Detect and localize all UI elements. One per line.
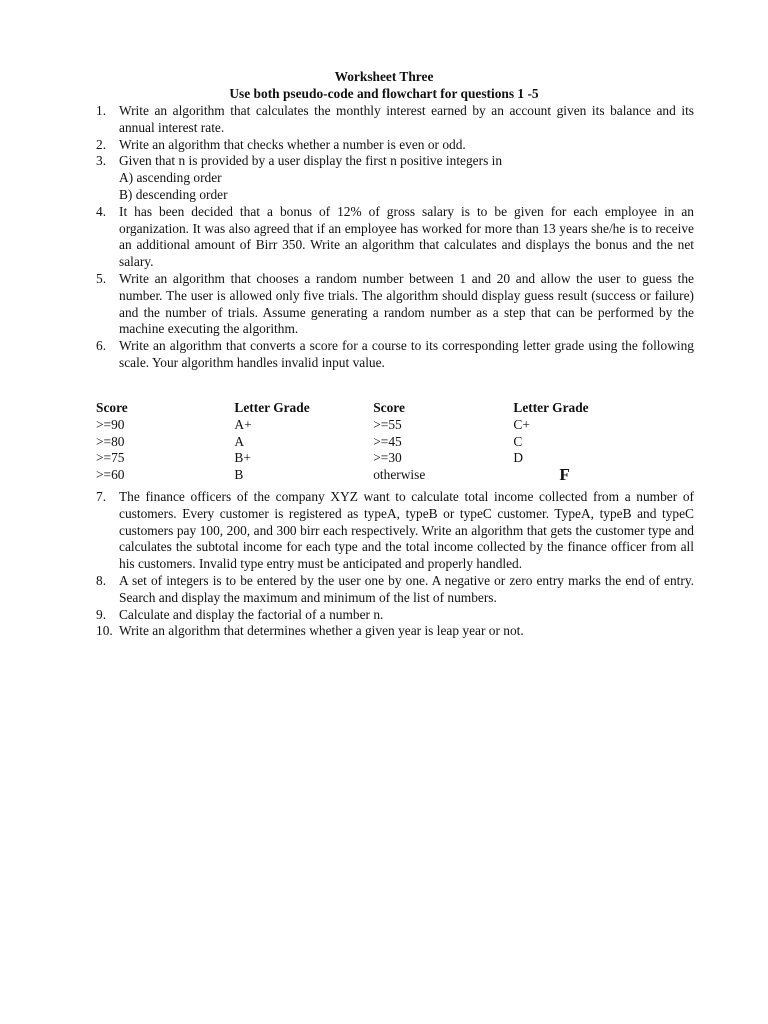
question-item bbox=[96, 623, 694, 640]
table-header-row bbox=[96, 400, 696, 417]
table-cell: C bbox=[513, 433, 523, 449]
column-header: Letter Grade bbox=[234, 400, 310, 415]
question-subitem: A) ascending order bbox=[119, 170, 222, 186]
question-number: 9. bbox=[96, 606, 107, 622]
question-text: Write an algorithm that chooses a random number between 1 and 20 and allow the user to guess the number. The user is allowed only five trials. The algorithm should display guess result (success or failure) and the number of trials. Assume generating a random number as a step that can be performed by the machine executing the algorithm. bbox=[119, 270, 694, 337]
question-subitem: B) descending order bbox=[119, 186, 228, 202]
question-number: 7. bbox=[96, 489, 107, 504]
table-cell: A bbox=[234, 433, 245, 449]
question-item bbox=[96, 204, 694, 271]
table-row bbox=[96, 467, 696, 484]
table-cell: C+ bbox=[513, 416, 530, 432]
question-item bbox=[96, 271, 694, 338]
question-list-part-1 bbox=[96, 103, 694, 372]
question-item bbox=[96, 338, 694, 372]
table-cell: >=75 bbox=[96, 450, 125, 466]
table-cell: D bbox=[513, 450, 524, 466]
page-subtitle: Use both pseudo-code and flowchart for questions 1 -5 bbox=[229, 86, 539, 101]
question-item bbox=[96, 153, 694, 203]
table-cell: otherwise bbox=[373, 467, 426, 483]
table-cell: >=30 bbox=[373, 450, 402, 466]
question-item bbox=[96, 137, 694, 154]
question-item bbox=[96, 607, 694, 624]
question-text: Given that n is provided by a user display the first n positive integers in bbox=[119, 153, 503, 169]
column-header: Score bbox=[96, 400, 128, 415]
question-text: Write an algorithm that checks whether a number is even or odd. bbox=[119, 136, 466, 152]
page-title: Worksheet Three bbox=[334, 69, 434, 84]
question-text: It has been decided that a bonus of 12% of gross salary is to be given for each employee in an organization. It was also agreed that if an employee has worked for more than 13 years she/he is to receive an additional amount of Birr 350. Write an algorithm that calculates and displays the bonus and the net salary. bbox=[119, 203, 694, 270]
table-cell: >=55 bbox=[373, 416, 402, 432]
question-list-part-2 bbox=[96, 489, 694, 640]
question-number: 3. bbox=[96, 153, 107, 169]
question-item bbox=[96, 489, 694, 573]
question-text: Write an algorithm that converts a score for a course to its corresponding letter grade using the following scale. Your algorithm handles invalid input value. bbox=[119, 338, 694, 370]
table-cell: B bbox=[234, 467, 244, 483]
table-cell: >=60 bbox=[96, 467, 125, 483]
question-number: 6. bbox=[96, 338, 107, 354]
question-text: Write an algorithm that determines whether a given year is leap year or not. bbox=[119, 623, 524, 639]
question-item bbox=[96, 103, 694, 137]
table-row bbox=[96, 434, 696, 451]
question-number: 4. bbox=[96, 203, 107, 219]
table-cell: >=80 bbox=[96, 433, 125, 449]
question-text: A set of integers is to be entered by the user one by one. A negative or zero entry marks the end of entry. Search and display the maximum and minimum of the list of numbers. bbox=[119, 572, 694, 605]
grade-scale-table bbox=[96, 400, 696, 484]
table-row bbox=[96, 450, 696, 467]
question-text: Write an algorithm that calculates the monthly interest earned by an account given its balance and its annual interest rate. bbox=[119, 103, 694, 135]
question-text: The finance officers of the company XYZ want to calculate total income collected from a number of customers. Every customer is registered as typeA, typeB or typeC customer. TypeA, typeB and typeC customers pay 100, 200, and 300 birr each respectively. Write an algorithm that gets the customer type and calculates the subtotal income for each type and the total income collected by the finance officer from all his customers. Invalid type entry must be anticipated and properly handled. bbox=[119, 489, 694, 572]
question-number: 10. bbox=[96, 623, 113, 639]
column-header: Letter Grade bbox=[513, 400, 589, 415]
table-cell: A+ bbox=[234, 416, 252, 432]
table-cell: B+ bbox=[234, 450, 251, 466]
table-row bbox=[96, 417, 696, 434]
table-cell: F bbox=[559, 465, 570, 485]
question-number: 2. bbox=[96, 136, 107, 152]
table-cell: >=45 bbox=[373, 433, 402, 449]
question-text: Calculate and display the factorial of a number n. bbox=[119, 606, 384, 622]
table-cell: >=90 bbox=[96, 416, 125, 432]
question-number: 1. bbox=[96, 103, 107, 118]
column-header: Score bbox=[373, 400, 405, 415]
question-number: 8. bbox=[96, 572, 107, 588]
question-item bbox=[96, 573, 694, 607]
question-number: 5. bbox=[96, 270, 107, 286]
